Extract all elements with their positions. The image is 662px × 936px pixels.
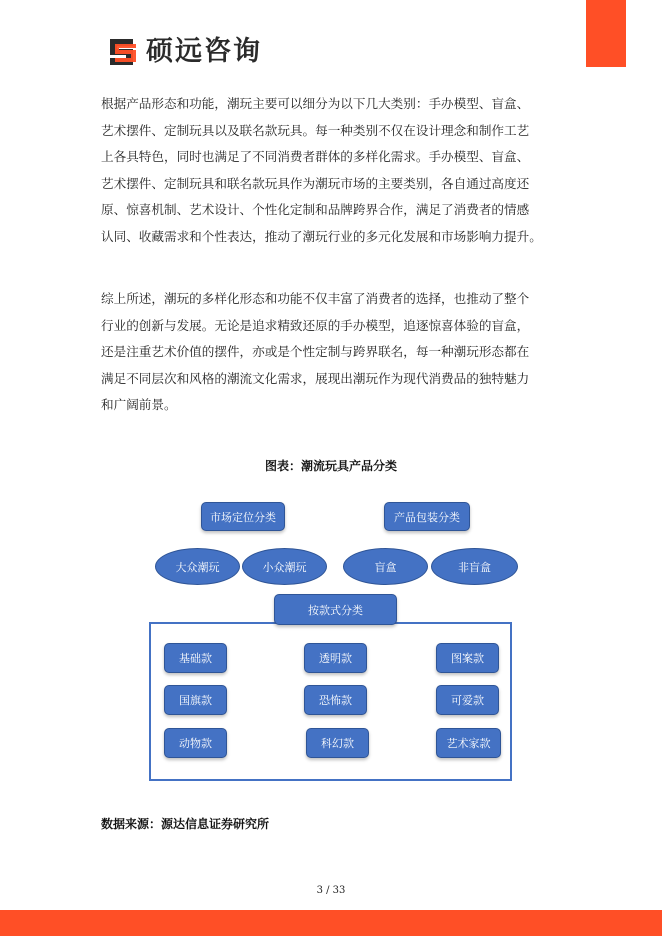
style-item: 国旗款 <box>164 685 227 715</box>
figure-title: 图表：潮流玩具产品分类 <box>264 459 397 473</box>
style-item: 透明款 <box>304 643 367 673</box>
ellipse-non-blind-box: 非盲盒 <box>431 548 518 585</box>
paragraph-line: 艺术摆件、定制玩具以及联名款玩具。每一种类别不仅在设计理念和制作工艺 <box>101 122 530 138</box>
corner-accent-block <box>586 0 626 67</box>
style-item: 科幻款 <box>306 728 369 758</box>
paragraph-line: 还是注重艺术价值的摆件，亦或是个性定制与跨界联名，每一种潮玩形态都在 <box>101 344 530 359</box>
style-item: 基础款 <box>164 643 227 673</box>
style-item: 可爱款 <box>436 685 499 715</box>
s-logo-icon <box>107 36 139 68</box>
by-style-box: 按款式分类 <box>274 594 397 625</box>
brand-logo <box>107 36 262 68</box>
data-source-note: 数据来源：源达信息证券研究所 <box>101 817 270 831</box>
style-item: 动物款 <box>164 728 227 758</box>
style-item: 恐怖款 <box>304 685 367 715</box>
style-item: 艺术家款 <box>436 728 501 758</box>
footer-accent-bar <box>0 910 662 936</box>
brand-name: 硕远咨询 <box>146 36 262 67</box>
body-paragraph-1 <box>101 91 571 250</box>
paragraph-line: 原、惊喜机制、艺术设计、个性化定制和品牌跨界合作，满足了消费者的情感 <box>101 202 530 217</box>
packaging-box: 产品包装分类 <box>384 502 470 531</box>
page-number: 3 / 33 <box>316 885 346 896</box>
paragraph-line: 满足不同层次和风格的潮流文化需求，展现出潮玩作为现代消费品的独特魅力 <box>101 370 530 386</box>
paragraph-line: 行业的创新与发展。无论是追求精致还原的手办模型，追逐惊喜体验的盲盒， <box>101 317 530 333</box>
paragraph-line: 艺术摆件、定制玩具和联名款玩具作为潮玩市场的主要类别，各自通过高度还 <box>101 175 530 191</box>
paragraph-line: 上各具特色，同时也满足了不同消费者群体的多样化需求。手办模型、盲盒、 <box>101 149 530 164</box>
ellipse-mass-market: 大众潮玩 <box>155 548 240 585</box>
market-positioning-box: 市场定位分类 <box>201 502 285 531</box>
style-item: 图案款 <box>436 643 499 673</box>
paragraph-line: 和广阔前景。 <box>101 397 177 412</box>
ellipse-niche: 小众潮玩 <box>242 548 327 585</box>
ellipse-blind-box: 盲盒 <box>343 548 428 585</box>
paragraph-line: 综上所述，潮玩的多样化形态和功能不仅丰富了消费者的选择，也推动了整个 <box>101 291 530 306</box>
paragraph-line: 根据产品形态和功能，潮玩主要可以细分为以下几大类别：手办模型、盲盒、 <box>101 96 530 111</box>
paragraph-line: 认同、收藏需求和个性表达，推动了潮玩行业的多元化发展和市场影响力提升。 <box>101 228 542 244</box>
body-paragraph-2 <box>101 286 571 419</box>
